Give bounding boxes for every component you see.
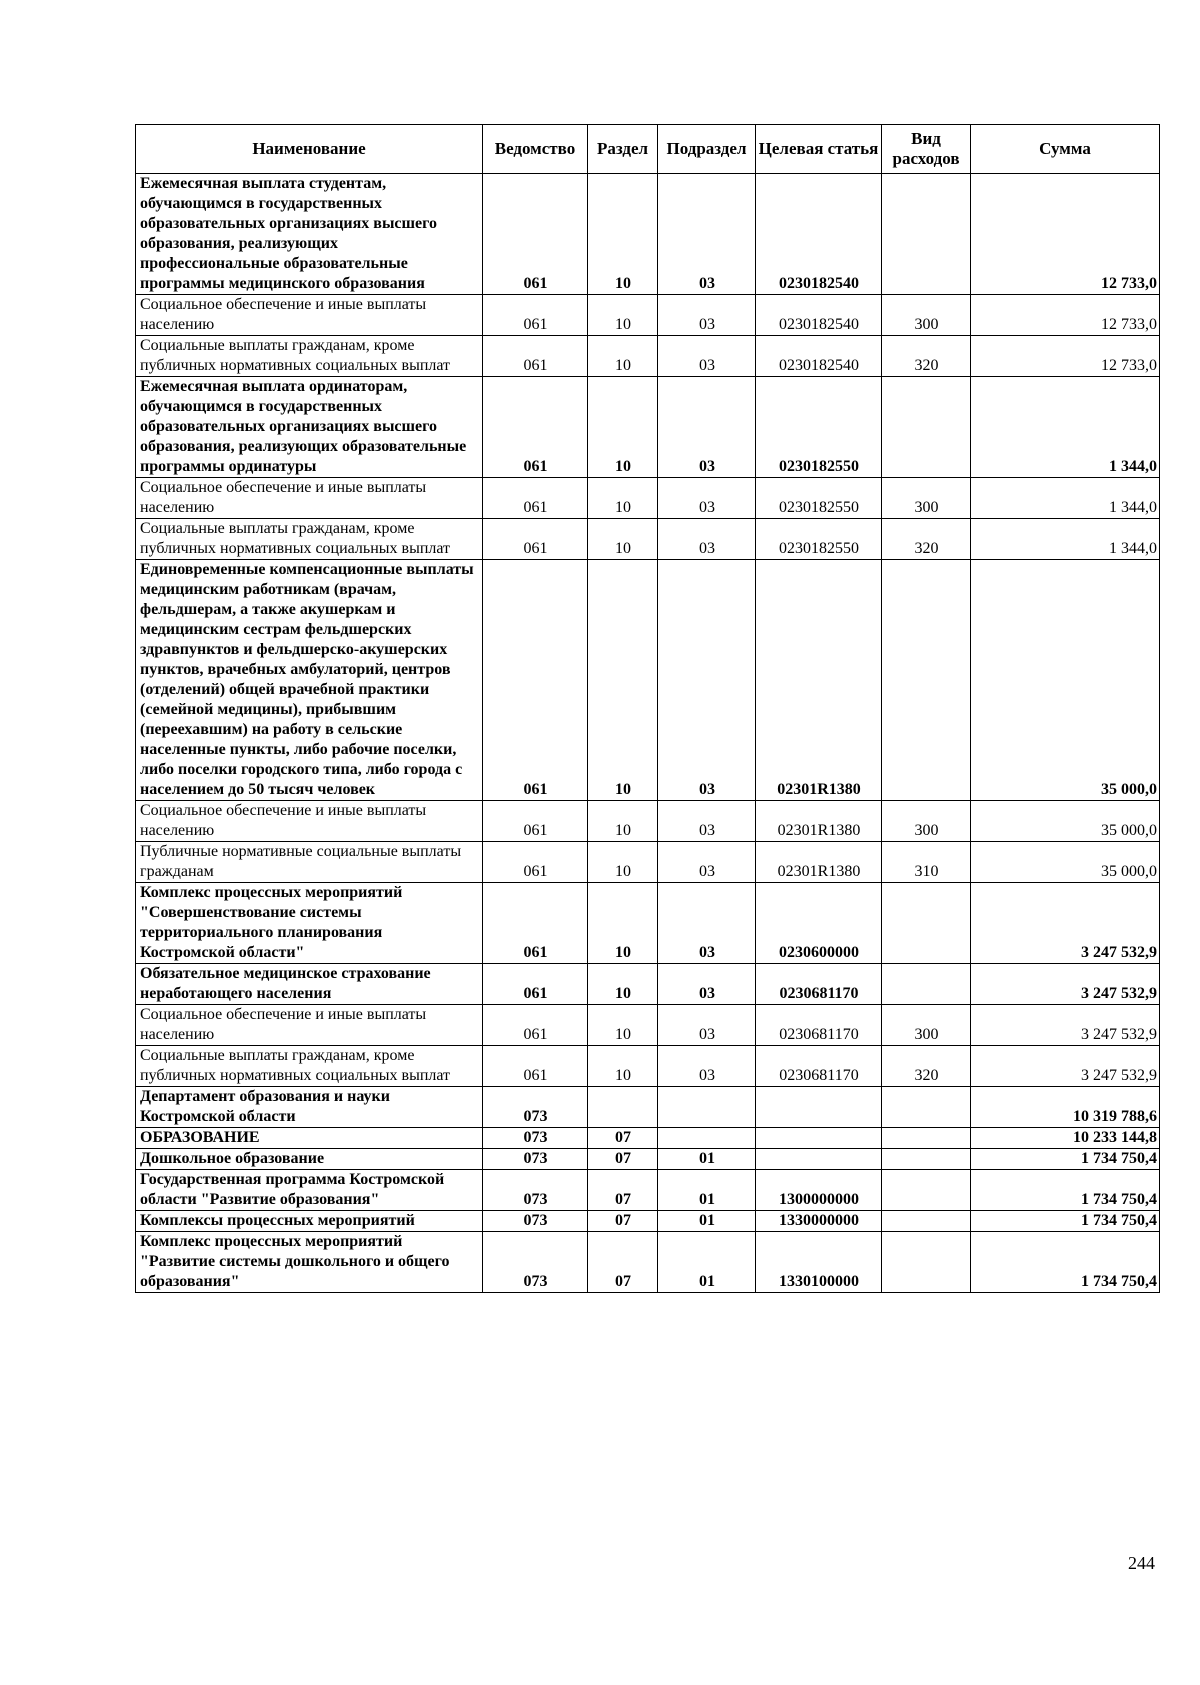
cell-razdel: 10 bbox=[588, 883, 658, 964]
cell-vid bbox=[882, 1128, 971, 1149]
cell-vid: 310 bbox=[882, 842, 971, 883]
cell-podrazdel bbox=[658, 1087, 756, 1128]
table-row bbox=[136, 336, 1160, 377]
table-row bbox=[136, 1046, 1160, 1087]
cell-vid: 300 bbox=[882, 295, 971, 336]
cell-vedomstvo: 061 bbox=[483, 883, 588, 964]
header-name: Наименование bbox=[136, 125, 483, 174]
cell-name: Обязательное медицинское страхование неработающего населения bbox=[136, 964, 483, 1005]
cell-statya bbox=[756, 1149, 882, 1170]
cell-vid bbox=[882, 1087, 971, 1128]
cell-vid: 320 bbox=[882, 519, 971, 560]
cell-vid bbox=[882, 174, 971, 295]
cell-name: Комплекс процессных мероприятий "Совершенствование системы территориального планирования Костромской области" bbox=[136, 883, 483, 964]
cell-razdel: 10 bbox=[588, 295, 658, 336]
cell-vid: 300 bbox=[882, 478, 971, 519]
cell-vedomstvo: 061 bbox=[483, 336, 588, 377]
cell-razdel: 07 bbox=[588, 1232, 658, 1293]
cell-podrazdel: 01 bbox=[658, 1170, 756, 1211]
cell-podrazdel: 03 bbox=[658, 174, 756, 295]
cell-vid bbox=[882, 1170, 971, 1211]
cell-razdel: 07 bbox=[588, 1149, 658, 1170]
cell-statya: 02301R1380 bbox=[756, 842, 882, 883]
cell-vid: 320 bbox=[882, 1046, 971, 1087]
cell-vedomstvo: 061 bbox=[483, 801, 588, 842]
table-row bbox=[136, 478, 1160, 519]
cell-summa: 10 233 144,8 bbox=[971, 1128, 1160, 1149]
cell-summa: 1 344,0 bbox=[971, 519, 1160, 560]
header-vid: Вид расходов bbox=[882, 125, 971, 174]
cell-podrazdel: 03 bbox=[658, 801, 756, 842]
cell-podrazdel: 03 bbox=[658, 883, 756, 964]
cell-name: Социальное обеспечение и иные выплаты населению bbox=[136, 801, 483, 842]
cell-vedomstvo: 061 bbox=[483, 295, 588, 336]
cell-name: Социальное обеспечение и иные выплаты населению bbox=[136, 478, 483, 519]
cell-name: Социальные выплаты гражданам, кроме публичных нормативных социальных выплат bbox=[136, 519, 483, 560]
cell-summa: 3 247 532,9 bbox=[971, 1046, 1160, 1087]
table-body bbox=[136, 174, 1160, 1293]
cell-podrazdel: 03 bbox=[658, 842, 756, 883]
budget-table bbox=[135, 124, 1160, 1293]
header-vedomstvo: Ведомство bbox=[483, 125, 588, 174]
cell-statya: 0230182540 bbox=[756, 336, 882, 377]
cell-vid: 320 bbox=[882, 336, 971, 377]
table-row bbox=[136, 377, 1160, 478]
cell-name: Социальное обеспечение и иные выплаты населению bbox=[136, 295, 483, 336]
cell-summa: 1 734 750,4 bbox=[971, 1211, 1160, 1232]
table-row bbox=[136, 1211, 1160, 1232]
cell-vedomstvo: 061 bbox=[483, 377, 588, 478]
cell-razdel: 10 bbox=[588, 1046, 658, 1087]
cell-razdel: 07 bbox=[588, 1128, 658, 1149]
cell-name: Публичные нормативные социальные выплаты гражданам bbox=[136, 842, 483, 883]
cell-name: Единовременные компенсационные выплаты медицинским работникам (врачам, фельдшерам, а также акушеркам и медицинским сестрам фельдшерских здравпунктов и фельдшерско-акушерских пунктов, врачебных амбулаторий, центров (отделений) общей врачебной практики (семейной медицины), прибывшим (переехавшим) на работу в сельские населенные пункты, либо рабочие поселки, либо поселки городского типа, либо города с населением до 50 тысяч человек bbox=[136, 560, 483, 801]
cell-podrazdel: 03 bbox=[658, 519, 756, 560]
cell-statya: 0230182550 bbox=[756, 478, 882, 519]
cell-vedomstvo: 073 bbox=[483, 1128, 588, 1149]
table-header-row bbox=[136, 125, 1160, 174]
table-row bbox=[136, 295, 1160, 336]
cell-statya: 02301R1380 bbox=[756, 801, 882, 842]
cell-name: Государственная программа Костромской области "Развитие образования" bbox=[136, 1170, 483, 1211]
cell-vedomstvo: 061 bbox=[483, 174, 588, 295]
cell-name: Департамент образования и науки Костромской области bbox=[136, 1087, 483, 1128]
cell-summa: 35 000,0 bbox=[971, 560, 1160, 801]
cell-summa: 1 344,0 bbox=[971, 377, 1160, 478]
cell-vid bbox=[882, 1149, 971, 1170]
cell-razdel: 10 bbox=[588, 1005, 658, 1046]
table-row bbox=[136, 519, 1160, 560]
cell-vedomstvo: 061 bbox=[483, 842, 588, 883]
cell-razdel: 10 bbox=[588, 478, 658, 519]
cell-statya: 0230182550 bbox=[756, 377, 882, 478]
cell-podrazdel: 01 bbox=[658, 1232, 756, 1293]
cell-statya: 0230681170 bbox=[756, 1005, 882, 1046]
cell-vid bbox=[882, 377, 971, 478]
cell-summa: 12 733,0 bbox=[971, 295, 1160, 336]
cell-name: ОБРАЗОВАНИЕ bbox=[136, 1128, 483, 1149]
cell-podrazdel: 03 bbox=[658, 1046, 756, 1087]
table-row bbox=[136, 842, 1160, 883]
cell-summa: 1 734 750,4 bbox=[971, 1170, 1160, 1211]
table-row bbox=[136, 883, 1160, 964]
cell-summa: 10 319 788,6 bbox=[971, 1087, 1160, 1128]
cell-summa: 3 247 532,9 bbox=[971, 1005, 1160, 1046]
cell-vid: 300 bbox=[882, 1005, 971, 1046]
cell-podrazdel: 01 bbox=[658, 1149, 756, 1170]
cell-razdel: 10 bbox=[588, 801, 658, 842]
cell-vedomstvo: 073 bbox=[483, 1232, 588, 1293]
cell-summa: 1 734 750,4 bbox=[971, 1149, 1160, 1170]
cell-vid bbox=[882, 964, 971, 1005]
cell-name: Социальные выплаты гражданам, кроме публичных нормативных социальных выплат bbox=[136, 1046, 483, 1087]
table-row bbox=[136, 1170, 1160, 1211]
cell-razdel: 10 bbox=[588, 964, 658, 1005]
cell-razdel: 07 bbox=[588, 1170, 658, 1211]
table-row bbox=[136, 1005, 1160, 1046]
cell-summa: 1 344,0 bbox=[971, 478, 1160, 519]
cell-name: Социальные выплаты гражданам, кроме публичных нормативных социальных выплат bbox=[136, 336, 483, 377]
cell-vid bbox=[882, 1211, 971, 1232]
cell-razdel: 10 bbox=[588, 377, 658, 478]
table-row bbox=[136, 964, 1160, 1005]
cell-vedomstvo: 061 bbox=[483, 519, 588, 560]
cell-name: Ежемесячная выплата студентам, обучающимся в государственных образовательных организациях высшего образования, реализующих профессиональные образовательные программы медицинского образования bbox=[136, 174, 483, 295]
cell-podrazdel: 03 bbox=[658, 295, 756, 336]
table-row bbox=[136, 1149, 1160, 1170]
cell-vedomstvo: 073 bbox=[483, 1170, 588, 1211]
cell-name: Дошкольное образование bbox=[136, 1149, 483, 1170]
cell-vid: 300 bbox=[882, 801, 971, 842]
cell-statya: 0230182540 bbox=[756, 295, 882, 336]
cell-statya: 1330000000 bbox=[756, 1211, 882, 1232]
cell-vedomstvo: 073 bbox=[483, 1087, 588, 1128]
cell-name: Комплексы процессных мероприятий bbox=[136, 1211, 483, 1232]
cell-statya: 1300000000 bbox=[756, 1170, 882, 1211]
cell-statya: 02301R1380 bbox=[756, 560, 882, 801]
cell-summa: 12 733,0 bbox=[971, 336, 1160, 377]
cell-vedomstvo: 073 bbox=[483, 1149, 588, 1170]
cell-podrazdel: 03 bbox=[658, 336, 756, 377]
header-statya: Целевая статья bbox=[756, 125, 882, 174]
cell-summa: 35 000,0 bbox=[971, 842, 1160, 883]
header-razdel: Раздел bbox=[588, 125, 658, 174]
cell-vid bbox=[882, 1232, 971, 1293]
table-row bbox=[136, 560, 1160, 801]
cell-name: Социальное обеспечение и иные выплаты населению bbox=[136, 1005, 483, 1046]
cell-vedomstvo: 073 bbox=[483, 1211, 588, 1232]
cell-razdel bbox=[588, 1087, 658, 1128]
cell-statya bbox=[756, 1128, 882, 1149]
cell-podrazdel: 03 bbox=[658, 560, 756, 801]
cell-vedomstvo: 061 bbox=[483, 478, 588, 519]
cell-razdel: 10 bbox=[588, 560, 658, 801]
cell-summa: 35 000,0 bbox=[971, 801, 1160, 842]
cell-podrazdel: 03 bbox=[658, 377, 756, 478]
cell-razdel: 10 bbox=[588, 519, 658, 560]
table-row bbox=[136, 801, 1160, 842]
header-podrazdel: Подраздел bbox=[658, 125, 756, 174]
cell-razdel: 10 bbox=[588, 174, 658, 295]
cell-podrazdel bbox=[658, 1128, 756, 1149]
cell-vedomstvo: 061 bbox=[483, 560, 588, 801]
cell-statya: 0230600000 bbox=[756, 883, 882, 964]
cell-razdel: 10 bbox=[588, 842, 658, 883]
table-row bbox=[136, 1232, 1160, 1293]
cell-summa: 3 247 532,9 bbox=[971, 964, 1160, 1005]
cell-razdel: 10 bbox=[588, 336, 658, 377]
cell-podrazdel: 03 bbox=[658, 1005, 756, 1046]
cell-statya: 1330100000 bbox=[756, 1232, 882, 1293]
cell-razdel: 07 bbox=[588, 1211, 658, 1232]
cell-podrazdel: 03 bbox=[658, 964, 756, 1005]
cell-vedomstvo: 061 bbox=[483, 1046, 588, 1087]
cell-summa: 1 734 750,4 bbox=[971, 1232, 1160, 1293]
cell-statya: 0230182540 bbox=[756, 174, 882, 295]
cell-statya: 0230681170 bbox=[756, 1046, 882, 1087]
cell-summa: 12 733,0 bbox=[971, 174, 1160, 295]
page-number: 244 bbox=[1128, 1553, 1155, 1573]
header-summa: Сумма bbox=[971, 125, 1160, 174]
table-row bbox=[136, 1128, 1160, 1149]
table-row bbox=[136, 1087, 1160, 1128]
table-row bbox=[136, 174, 1160, 295]
cell-summa: 3 247 532,9 bbox=[971, 883, 1160, 964]
cell-podrazdel: 01 bbox=[658, 1211, 756, 1232]
cell-statya bbox=[756, 1087, 882, 1128]
cell-vedomstvo: 061 bbox=[483, 964, 588, 1005]
cell-vid bbox=[882, 883, 971, 964]
cell-vedomstvo: 061 bbox=[483, 1005, 588, 1046]
cell-name: Комплекс процессных мероприятий "Развитие системы дошкольного и общего образования" bbox=[136, 1232, 483, 1293]
cell-statya: 0230681170 bbox=[756, 964, 882, 1005]
cell-vid bbox=[882, 560, 971, 801]
cell-statya: 0230182550 bbox=[756, 519, 882, 560]
cell-name: Ежемесячная выплата ординаторам, обучающимся в государственных образовательных организациях высшего образования, реализующих образовательные программы ординатуры bbox=[136, 377, 483, 478]
cell-podrazdel: 03 bbox=[658, 478, 756, 519]
